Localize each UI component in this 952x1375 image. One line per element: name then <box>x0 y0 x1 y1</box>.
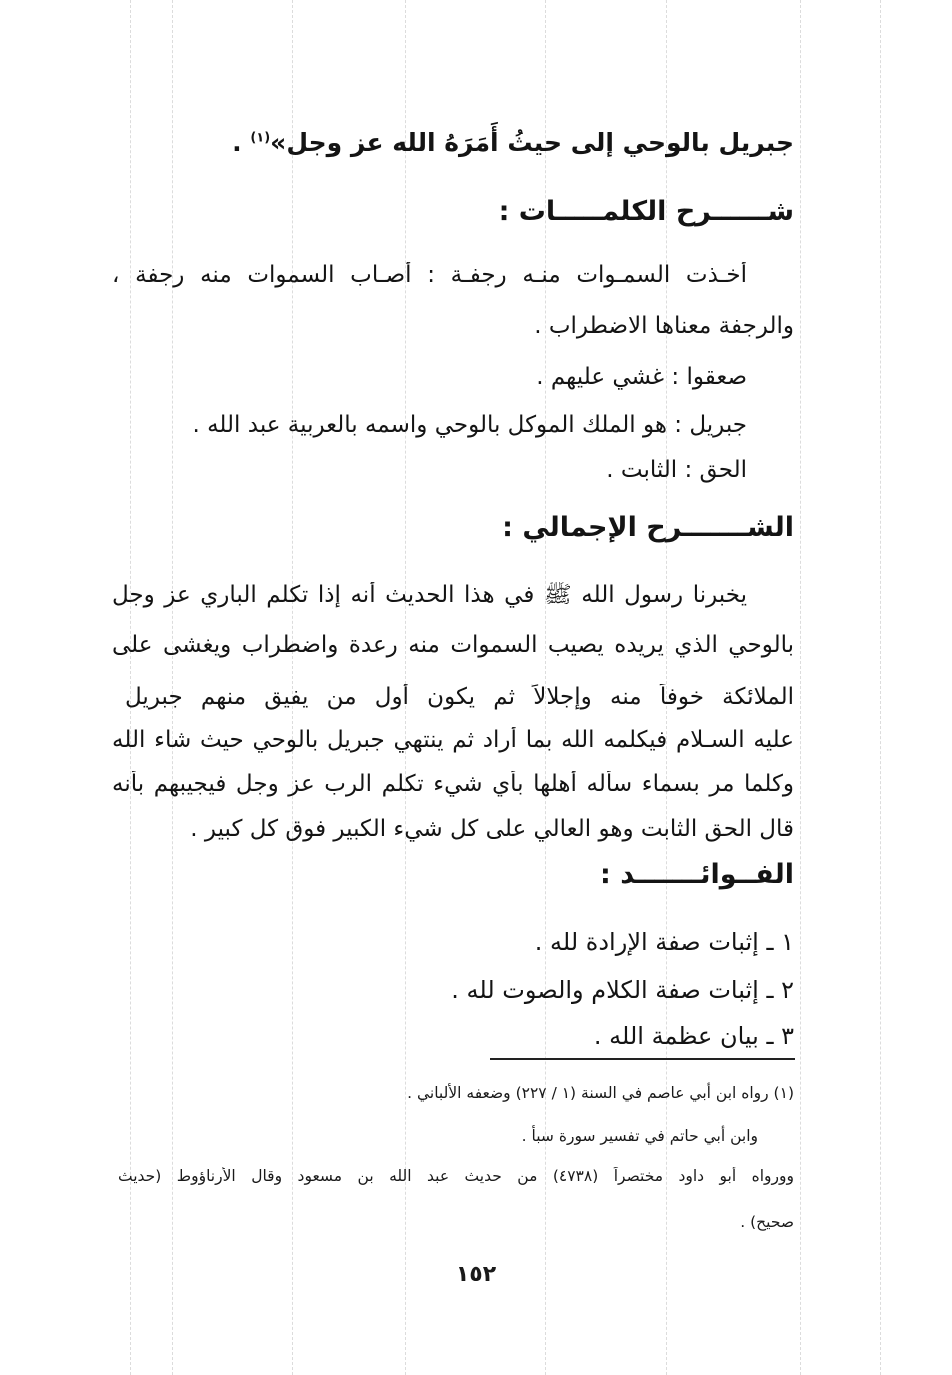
footnote-2: وابن أبي حاتم في تفسير سورة سبأ . <box>521 1127 758 1145</box>
footnote-4: صحيح) . <box>740 1213 794 1231</box>
word-explanation-2: والرجفة معناها الاضطراب . <box>534 313 794 339</box>
scan-guide-line <box>880 0 881 1375</box>
heading-benefits: الفــوائـــــــد : <box>600 859 794 890</box>
footnote-3: وورواه أبو داود مختصراً (٤٧٣٨) من حديث عبد الله بن مسعود وقال الأرناؤوط (حديث <box>118 1167 794 1185</box>
general-explanation-3: الملائكة خوفاً منه وإجلالاً ثم يكون أول من يفيق منهم جبريل <box>125 684 794 710</box>
scan-guide-line <box>800 0 801 1375</box>
word-explanation-1: أخـذت السمـوات منـه رجفـة : أصـاب السموات منه رجفة ، <box>112 262 747 288</box>
footnote-ref: (١) <box>250 130 271 146</box>
heading-general-explanation: الشـــــــرح الإجمالي : <box>502 512 794 543</box>
word-explanation-4: جبريل : هو الملك الموكل بالوحي واسمه بالعربية عبد الله . <box>192 412 747 438</box>
general-explanation-1: يخبرنا رسول الله ﷺ في هذا الحديث أنه إذا تكلم الباري عز وجل <box>112 582 747 608</box>
general-explanation-2: بالوحي الذي يريده يصيب السموات منه رعدة واضطراب ويغشى على <box>112 632 794 658</box>
word-explanation-3: صعقوا : غشي عليهم . <box>536 364 747 390</box>
hadith-closing-line: جبريل بالوحي إلى حيثُ أَمَرَهُ الله عز وجل»$^{(١)}$ . <box>232 128 794 157</box>
footnote-separator <box>490 1058 795 1060</box>
heading-word-explanation: شــــــرح الكلمـــــات : <box>498 196 794 227</box>
general-explanation-5: وكلما مر بسماء سأله أهلها بأي شيء تكلم الرب عز وجل فيجيبهم بأنه <box>112 771 794 797</box>
benefit-item-3: ٣ ـ بيان عظمة الله . <box>593 1022 794 1050</box>
general-explanation-6: قال الحق الثابت وهو العالي على كل شيء الكبير فوق كل كبير . <box>190 816 794 842</box>
word-explanation-5: الحق : الثابت . <box>606 457 747 483</box>
general-explanation-4: عليه السـلام فيكلمه الله بما أراد ثم ينتهي جبريل بالوحي حيث شاء الله <box>112 727 794 753</box>
benefit-item-2: ٢ ـ إثبات صفة الكلام والصوت لله . <box>451 976 794 1004</box>
page-number: ١٥٢ <box>455 1262 497 1287</box>
benefit-item-1: ١ ـ إثبات صفة الإرادة لله . <box>534 928 794 956</box>
footnote-1: (١) رواه ابن أبي عاصم في السنة (١ / ٢٢٧) وضعفه الألباني . <box>407 1084 794 1102</box>
